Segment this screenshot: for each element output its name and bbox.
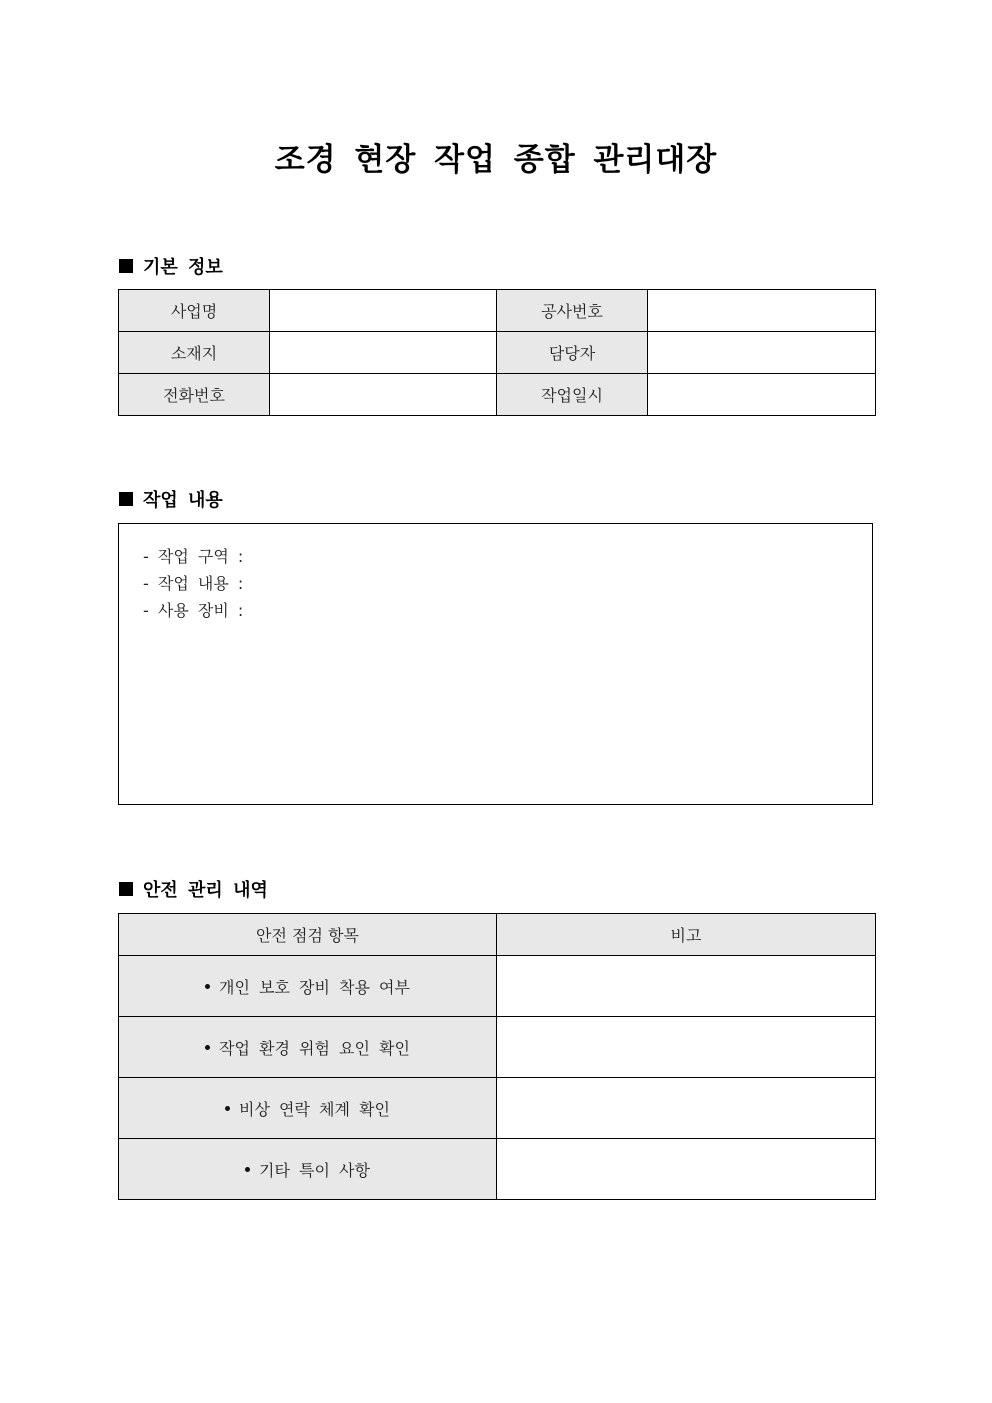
work-description-line: - 작업 내용 : [143, 574, 244, 593]
safety-item-cell [119, 1078, 497, 1139]
safety-item-label: 비상 연락 체계 확인 [239, 1099, 390, 1119]
square-bullet-icon [119, 882, 133, 896]
table-row [119, 1017, 876, 1078]
table-row [119, 290, 876, 332]
safety-item-cell [119, 1139, 497, 1200]
section-heading-work-content [119, 486, 223, 512]
bullet-icon [205, 1045, 210, 1050]
bullet-icon [225, 1106, 230, 1111]
document-title: 조경 현장 작업 종합 관리대장 [274, 142, 718, 178]
label-work-datetime: 작업일시 [497, 374, 648, 416]
safety-item-label: 작업 환경 위험 요인 확인 [219, 1038, 410, 1058]
project-name-field[interactable] [270, 290, 497, 332]
safety-item-label: 개인 보호 장비 착용 여부 [219, 977, 410, 997]
label-phone: 전화번호 [119, 374, 270, 416]
table-row [119, 956, 876, 1017]
work-content-box[interactable] [118, 523, 873, 805]
equipment-line: - 사용 장비 : [143, 601, 244, 620]
safety-item-label: 기타 특이 사항 [259, 1160, 370, 1180]
square-bullet-icon [119, 492, 133, 506]
square-bullet-icon [119, 259, 133, 273]
manager-field[interactable] [648, 332, 876, 374]
table-row [119, 374, 876, 416]
work-area-line: - 작업 구역 : [143, 547, 244, 566]
basic-info-table [118, 289, 876, 416]
safety-item-cell [119, 956, 497, 1017]
bullet-icon [245, 1167, 250, 1172]
label-manager: 담당자 [497, 332, 648, 374]
table-row [119, 332, 876, 374]
section-heading-label: 기본 정보 [143, 257, 223, 278]
phone-field[interactable] [270, 374, 497, 416]
safety-item-cell [119, 1017, 497, 1078]
table-row [119, 1139, 876, 1200]
remark-field[interactable] [497, 1139, 876, 1200]
section-heading-safety [119, 876, 268, 902]
label-project-name: 사업명 [119, 290, 270, 332]
remark-field[interactable] [497, 1078, 876, 1139]
label-location: 소재지 [119, 332, 270, 374]
column-header-check-item: 안전 점검 항목 [119, 914, 497, 956]
safety-table [118, 913, 876, 1200]
table-row [119, 1078, 876, 1139]
remark-field[interactable] [497, 956, 876, 1017]
label-construction-number: 공사번호 [497, 290, 648, 332]
section-heading-label: 안전 관리 내역 [143, 880, 268, 901]
table-header-row [119, 914, 876, 956]
work-datetime-field[interactable] [648, 374, 876, 416]
bullet-icon [205, 984, 210, 989]
section-heading-basic-info [119, 253, 223, 279]
remark-field[interactable] [497, 1017, 876, 1078]
location-field[interactable] [270, 332, 497, 374]
section-heading-label: 작업 내용 [143, 490, 223, 511]
column-header-remark: 비고 [497, 914, 876, 956]
construction-number-field[interactable] [648, 290, 876, 332]
